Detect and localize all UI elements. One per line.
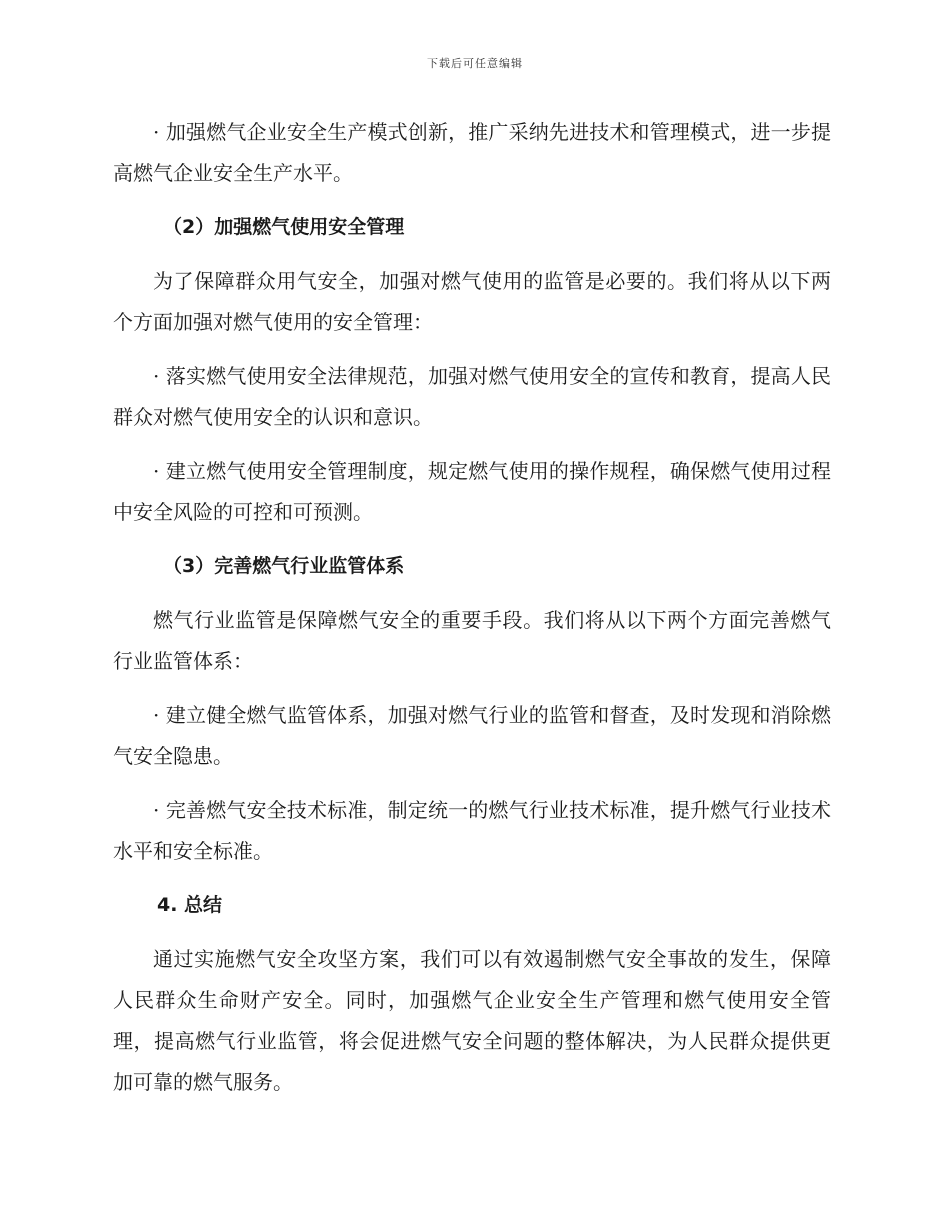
paragraph-summary: 通过实施燃气安全攻坚方案，我们可以有效遏制燃气安全事故的发生，保障人民群众生命财产安全。同时，加强燃气企业安全生产管理和燃气使用安全管理，提高燃气行业监管，将会促进燃气安全问题的整体解决，为人民群众提供更加可靠的燃气服务。 (113, 947, 831, 1094)
bullet-paragraph-management-system: · 建立燃气使用安全管理制度，规定燃气使用的操作规程，确保燃气使用过程中安全风险的可控和可预测。 (113, 459, 831, 524)
paragraph-supervision-intro: 燃气行业监管是保障燃气安全的重要手段。我们将从以下两个方面完善燃气行业监管体系： (113, 608, 831, 673)
bullet-paragraph-regulations: · 落实燃气使用安全法律规范，加强对燃气使用安全的宣传和教育，提高人民群众对燃气使用安全的认识和意识。 (113, 364, 831, 429)
bullet-paragraph-technical-standards: · 完善燃气安全技术标准，制定统一的燃气行业技术标准，提升燃气行业技术水平和安全标准。 (113, 798, 831, 863)
bullet-paragraph-supervision-system: · 建立健全燃气监管体系，加强对燃气行业的监管和督查，及时发现和消除燃气安全隐患。 (113, 703, 831, 768)
page-header: 下载后可任意编辑 (427, 57, 523, 70)
bullet-paragraph-innovation: · 加强燃气企业安全生产模式创新，推广采纳先进技术和管理模式，进一步提高燃气企业安全生产水平。 (113, 120, 831, 185)
paragraph-usage-intro: 为了保障群众用气安全，加强对燃气使用的监管是必要的。我们将从以下两个方面加强对燃气使用的安全管理： (113, 269, 831, 334)
section-heading-usage-safety: （2）加强燃气使用安全管理 (163, 216, 405, 238)
section-heading-supervision: （3）完善燃气行业监管体系 (163, 555, 405, 577)
section-heading-summary: 4. 总结 (157, 894, 223, 916)
document-body (113, 112, 831, 1116)
